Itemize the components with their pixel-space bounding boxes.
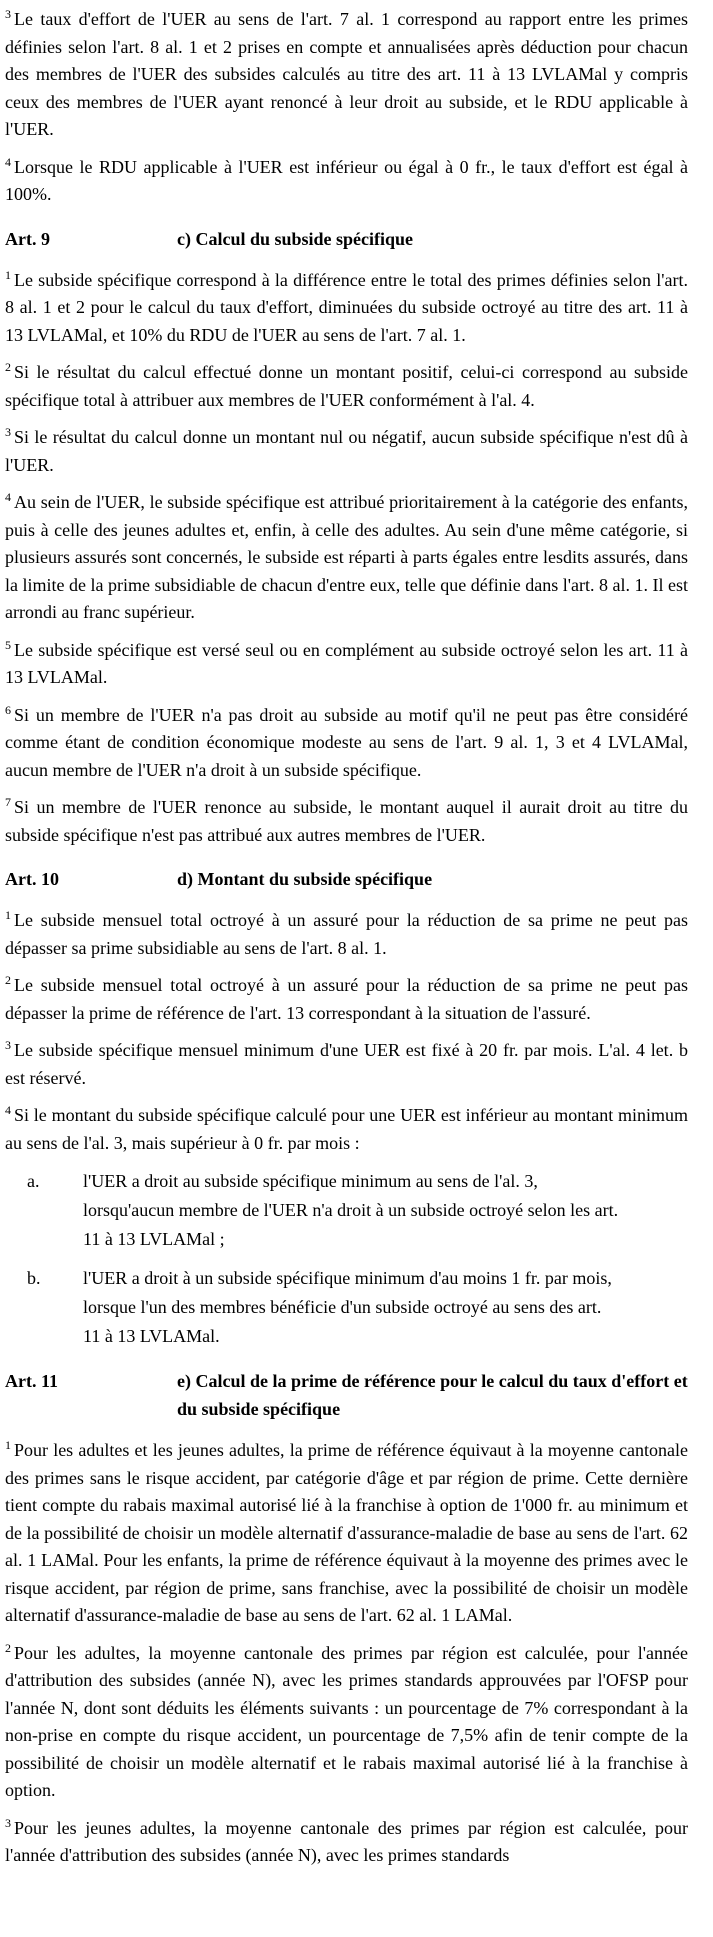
list-item-text bbox=[83, 1264, 688, 1351]
list-item-line: lorsqu'aucun membre de l'UER n'a droit à un subside octroyé selon les art. bbox=[83, 1200, 619, 1220]
paragraph-text: Le subside mensuel total octroyé à un assuré pour la réduction de sa prime ne peut pas dépasser la prime de référence de l'art. 13 correspondant à la situation de l'assuré. bbox=[5, 975, 688, 1023]
paragraph-text: Si le résultat du calcul effectué donne un montant positif, celui-ci correspond au subside spécifique total à attribuer aux membres de l'UER conformément à l'al. 4. bbox=[5, 362, 688, 410]
paragraph-text: Lorsque le RDU applicable à l'UER est inférieur ou égal à 0 fr., le taux d'effort est égal à 100%. bbox=[5, 156, 688, 204]
list-item-text bbox=[83, 1167, 688, 1254]
paragraph-number: 2 bbox=[5, 360, 11, 374]
paragraph bbox=[5, 907, 688, 962]
list-item-line: 11 à 13 LVLAMal ; bbox=[83, 1229, 225, 1249]
paragraph bbox=[5, 267, 688, 350]
paragraph bbox=[5, 1102, 688, 1157]
paragraph bbox=[5, 1037, 688, 1092]
paragraph-text: Le subside mensuel total octroyé à un assuré pour la réduction de sa prime ne peut pas dépasser sa prime subsidiable au sens de l'art. 8 al. 1. bbox=[5, 910, 688, 958]
article-title: d) Montant du subside spécifique bbox=[177, 869, 433, 889]
paragraph-text: Au sein de l'UER, le subside spécifique est attribué prioritairement à la catégorie des enfants, puis à celle des jeunes adultes et, enfin, à celle des adultes. Au sein d'une même catégorie, si plusieurs assurés sont concernés, le subside est réparti à parts égales entre lesdits assurés, dans la limite de la prime subsidiable de chacun d'entre eux, telle que définie dans l'art. 8 al. 1. Il est arrondi au franc supérieur. bbox=[5, 492, 688, 622]
paragraph bbox=[5, 1815, 688, 1870]
list-item-marker: a. bbox=[27, 1171, 40, 1191]
paragraph bbox=[5, 637, 688, 692]
paragraph bbox=[5, 359, 688, 414]
paragraph-text: Le subside spécifique mensuel minimum d'une UER est fixé à 20 fr. par mois. L'al. 4 let. b est réservé. bbox=[5, 1040, 688, 1088]
article-label: Art. 10 bbox=[5, 869, 59, 889]
list-item-line: 11 à 13 LVLAMal. bbox=[83, 1326, 220, 1346]
paragraph-number: 3 bbox=[5, 7, 11, 21]
paragraph bbox=[5, 424, 688, 479]
paragraph bbox=[5, 1640, 688, 1805]
paragraph-number: 4 bbox=[5, 154, 11, 169]
paragraph-text: Pour les jeunes adultes, la moyenne cantonale des primes par région est calculée, pour l'année d'attribution des subsides (année N), avec les primes standards bbox=[5, 1817, 688, 1865]
paragraph-number: 7 bbox=[5, 795, 11, 809]
paragraph-text: Si le résultat du calcul donne un montant nul ou négatif, aucun subside spécifique n'est dû à l'UER. bbox=[5, 427, 688, 475]
paragraph bbox=[5, 702, 688, 785]
paragraph-number: 1 bbox=[5, 267, 11, 282]
paragraph-number: 4 bbox=[5, 1103, 11, 1117]
paragraph-number: 3 bbox=[5, 1038, 11, 1052]
article-label: Art. 9 bbox=[5, 228, 50, 249]
list-item bbox=[5, 1264, 688, 1351]
paragraph-number: 1 bbox=[5, 1438, 11, 1452]
list-item-line: l'UER a droit au subside spécifique minimum au sens de l'al. 3, bbox=[83, 1171, 538, 1191]
paragraph-text: Le taux d'effort de l'UER au sens de l'art. 7 al. 1 correspond au rapport entre les primes définies selon l'art. 8 al. 1 et 2 prises en compte et annualisées après déduction pour chacun des membres de l'UER des subsides calculés au titre des art. 11 à 13 LVLAMal y compris ceux des membres de l'UER ayant renoncé à leur droit au subside, et le RDU applicable à l'UER. bbox=[5, 9, 688, 139]
paragraph-number: 5 bbox=[5, 637, 11, 652]
article-label: Art. 11 bbox=[5, 1371, 58, 1391]
article-heading bbox=[5, 225, 688, 253]
list-item-line: lorsque l'un des membres bénéficie d'un subside octroyé au sens des art. bbox=[83, 1297, 602, 1317]
paragraph bbox=[5, 972, 688, 1027]
article-heading bbox=[5, 1367, 688, 1423]
paragraph-number: 3 bbox=[5, 1815, 11, 1830]
paragraph-text: Le subside spécifique correspond à la différence entre le total des primes définies selon l'art. 8 al. 1 et 2 pour le calcul du taux d'effort, diminuées du subside octroyé au titre des art. 11 à 13 LVLAMal, et 10% du RDU de l'UER au sens de l'art. 7 al. 1. bbox=[5, 269, 688, 345]
paragraph bbox=[5, 154, 688, 209]
paragraph-text: Pour les adultes, la moyenne cantonale des primes par région est calculée, pour l'année d'attribution des subsides (année N), avec les primes standards approuvées par l'OFSP pour l'année N, dont sont déduits les éléments suivants : un pourcentage de 7% correspondant à la non-prise en compte du risque accident, un pourcentage de 7,5% afin de tenir compte de la possibilité de choisir un modèle alternatif et le rabais maximal autorisé lié à la franchise à option. bbox=[5, 1642, 688, 1800]
paragraph-text: Si le montant du subside spécifique calculé pour une UER est inférieur au montant minimum au sens de l'al. 3, mais supérieur à 0 fr. par mois : bbox=[5, 1105, 688, 1153]
paragraph-text: Si un membre de l'UER n'a pas droit au subside au motif qu'il ne peut pas être considéré comme étant de condition économique modeste au sens de l'art. 9 al. 1, 3 et 4 LVLAMal, aucun membre de l'UER n'a droit à un subside spécifique. bbox=[5, 704, 688, 780]
paragraph-text: Pour les adultes et les jeunes adultes, la prime de référence équivaut à la moyenne cantonale des primes sans le risque accident, par catégorie d'âge et par région de prime. Cette dernière tient compte du rabais maximal autorisé lié à la franchise à option de 1'000 fr. au minimum et de la possibilité de choisir un modèle alternatif d'assurance-maladie de base au sens de l'art. 62 al. 1 LAMal. Pour les enfants, la prime de référence équivaut à la moyenne des primes avec le risque accident, par région de prime, sans franchise, avec la possibilité de choisir un modèle alternatif d'assurance-maladie de base au sens de l'art. 62 al. 1 LAMal. bbox=[5, 1440, 688, 1625]
paragraph-number: 2 bbox=[5, 1640, 11, 1655]
paragraph bbox=[5, 489, 688, 627]
article-heading bbox=[5, 865, 688, 893]
paragraph-text: Si un membre de l'UER renonce au subside, le montant auquel il aurait droit au titre du subside spécifique n'est pas attribué aux autres membres de l'UER. bbox=[5, 797, 688, 845]
paragraph-text: Le subside spécifique est versé seul ou en complément au subside octroyé selon les art. 11 à 13 LVLAMal. bbox=[5, 639, 688, 687]
paragraph bbox=[5, 6, 688, 144]
paragraph bbox=[5, 794, 688, 849]
paragraph bbox=[5, 1437, 688, 1630]
paragraph-number: 3 bbox=[5, 425, 11, 439]
paragraph-number: 4 bbox=[5, 490, 11, 504]
list-item-marker: b. bbox=[27, 1268, 41, 1288]
list-item bbox=[5, 1167, 688, 1254]
article-title: c) Calcul du subside spécifique bbox=[177, 228, 414, 249]
paragraph-number: 6 bbox=[5, 702, 11, 717]
paragraph-number: 1 bbox=[5, 908, 11, 922]
list-item-line: l'UER a droit à un subside spécifique minimum d'au moins 1 fr. par mois, bbox=[83, 1268, 612, 1288]
paragraph-number: 2 bbox=[5, 973, 11, 987]
article-title: e) Calcul de la prime de référence pour le calcul du taux d'effort et du subside spécifique bbox=[177, 1371, 688, 1419]
